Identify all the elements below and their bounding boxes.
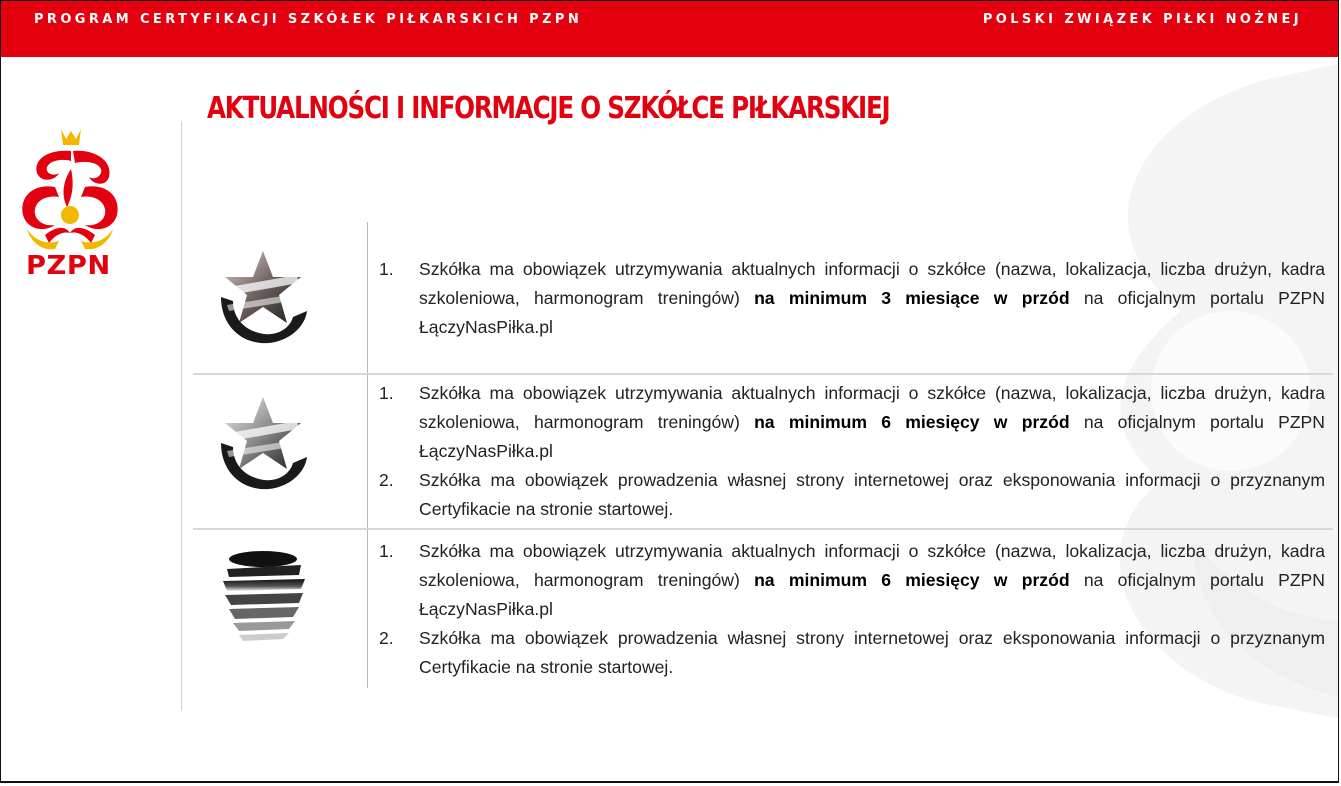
requirement-highlight: na minimum 6 miesięcy w przód [754, 412, 1070, 432]
requirement-item [379, 255, 1325, 342]
requirement-highlight: na minimum 3 miesiące w przód [754, 288, 1070, 308]
requirement-text-end: na oficjalnym portalu PZPN ŁączyNasPiłka.pl [419, 288, 1326, 337]
row-separator [193, 528, 1333, 530]
requirements-list [379, 255, 1325, 342]
requirement-text: Szkółka ma obowiązek prowadzenia własnej strony internetowej oraz eksponowania informacji o przyznanym Certyfikacie na stronie startowej. [419, 628, 1325, 677]
requirement-text-end: na oficjalnym portalu PZPN ŁączyNasPiłka.pl [419, 412, 1326, 461]
item-number: 1. [379, 259, 394, 279]
requirement-item [379, 466, 1325, 524]
pzpn-logo-text: PZPN [25, 251, 111, 281]
requirement-text-end: na oficjalnym portalu PZPN ŁączyNasPiłka.pl [419, 570, 1326, 619]
requirement-highlight: na minimum 6 miesięcy w przód [754, 570, 1070, 590]
gold-star-badge-icon [213, 545, 313, 645]
item-number: 2. [379, 628, 394, 648]
requirement-text: Szkółka ma obowiązek utrzymywania aktualnych informacji o szkółce (nazwa, lokalizacja, liczba drużyn, kadra szkoleniowa, harmonogram treningów) [419, 541, 1325, 590]
page-title: AKTUALNOŚCI I INFORMACJE O SZKÓŁCE PIŁKARSKIEJ [207, 91, 890, 126]
item-number: 1. [379, 541, 394, 561]
requirement-item [379, 379, 1325, 466]
requirement-item [379, 624, 1325, 682]
item-number: 1. [379, 383, 394, 403]
bronze-star-badge-icon [213, 247, 313, 347]
requirements-list [379, 379, 1325, 524]
requirement-text: Szkółka ma obowiązek utrzymywania aktualnych informacji o szkółce (nazwa, lokalizacja, liczba drużyn, kadra szkoleniowa, harmonogram treningów) [419, 259, 1325, 308]
program-title: PROGRAM CERTYFIKACJI SZKÓŁEK PIŁKARSKICH PZPN [34, 12, 583, 27]
table-column-divider [367, 222, 368, 688]
requirement-text: Szkółka ma obowiązek utrzymywania aktualnych informacji o szkółce (nazwa, lokalizacja, liczba drużyn, kadra szkoleniowa, harmonogram treningów) [419, 383, 1325, 432]
item-number: 2. [379, 470, 394, 490]
silver-star-badge-icon [213, 393, 313, 493]
requirement-item [379, 537, 1325, 624]
top-banner [1, 1, 1338, 57]
requirement-text: Szkółka ma obowiązek prowadzenia własnej strony internetowej oraz eksponowania informacji o przyznanym Certyfikacie na stronie startowej. [419, 470, 1325, 519]
row-separator [193, 373, 1333, 375]
requirements-list [379, 537, 1325, 682]
left-divider [181, 121, 182, 711]
association-name: POLSKI ZWIĄZEK PIŁKI NOŻNEJ [982, 12, 1302, 27]
